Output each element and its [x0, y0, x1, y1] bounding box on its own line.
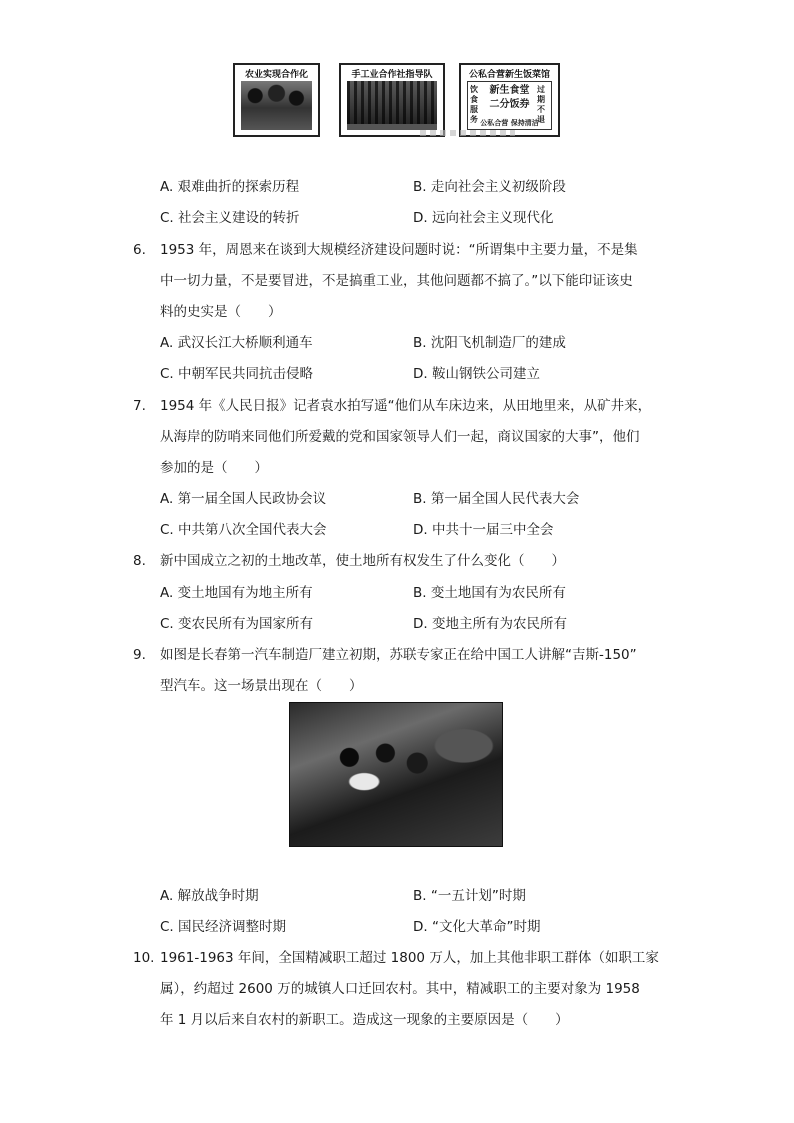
ticket-center-bottom: 二分饭券	[489, 99, 530, 110]
q10-stem-line: 年 1 月以后来自农村的新职工。造成这一现象的主要原因是（ ）	[160, 1012, 569, 1028]
q6-stem-line: 中一切力量，不是要冒进，不是搞重工业，其他问题都不搞了。”以下能印证该史	[160, 273, 633, 289]
q6-option-c[interactable]: C. 中朝军民共同抗击侵略	[160, 366, 314, 382]
q9-stem-line: 型汽车。这一场景出现在（ ）	[160, 678, 363, 694]
q6-option-b[interactable]: B. 沈阳飞机制造厂的建成	[413, 335, 566, 351]
photo-agriculture-cooperation	[233, 63, 320, 137]
ticket-center-top: 新生食堂	[489, 85, 530, 96]
photo-soviet-expert-factory	[289, 702, 503, 847]
q7-option-b[interactable]: B. 第一届全国人民代表大会	[413, 491, 580, 507]
q5-option-b[interactable]: B. 走向社会主义初级阶段	[413, 179, 566, 195]
ticket-scene	[467, 81, 552, 130]
question-number: 10.	[133, 950, 155, 966]
photo-caption: 手工业合作社指导队	[351, 70, 433, 80]
q6-stem-line: 1953 年，周恩来在谈到大规模经济建设问题时说：“所谓集中主要力量，不是集	[160, 242, 638, 258]
q10-stem-line: 属），约超过 2600 万的城镇人口迁回农村。其中，精减职工的主要对象为 1958	[160, 981, 640, 997]
q7-stem-line: 从海岸的防哨来同他们所爱戴的党和国家领导人们一起，商议国家的大事”，他们	[160, 429, 640, 445]
q5-option-d[interactable]: D. 远向社会主义现代化	[413, 210, 554, 226]
question-number: 7.	[133, 398, 146, 414]
question-number: 8.	[133, 553, 146, 569]
photo-handicraft-cooperative	[339, 63, 445, 137]
q7-option-a[interactable]: A. 第一届全国人民政协会议	[160, 491, 327, 507]
question-number: 9.	[133, 647, 146, 663]
question-number: 6.	[133, 242, 146, 258]
q8-option-a[interactable]: A. 变土地国有为地主所有	[160, 585, 313, 601]
q10-stem-line: 1961-1963 年间，全国精减职工超过 1800 万人，加上其他非职工群体（如职工家	[160, 950, 659, 966]
q7-option-d[interactable]: D. 中共十一届三中全会	[413, 522, 554, 538]
photo-scene	[241, 81, 312, 130]
q9-option-a[interactable]: A. 解放战争时期	[160, 888, 259, 904]
q9-option-d[interactable]: D. “文化大革命”时期	[413, 919, 541, 935]
q6-option-d[interactable]: D. 鞍山钢铁公司建立	[413, 366, 540, 382]
q9-option-c[interactable]: C. 国民经济调整时期	[160, 919, 287, 935]
photo-meal-ticket	[459, 63, 560, 137]
q8-option-b[interactable]: B. 变土地国有为农民所有	[413, 585, 566, 601]
faint-caption-line	[420, 130, 515, 136]
q6-stem-line: 料的史实是（ ）	[160, 304, 282, 320]
ticket-left-text: 饮食服务	[470, 85, 478, 124]
q9-option-b[interactable]: B. “一五计划”时期	[413, 888, 526, 904]
q9-stem-line: 如图是长春第一汽车制造厂建立初期，苏联专家正在给中国工人讲解“吉斯-150”	[160, 647, 637, 663]
q8-stem-line: 新中国成立之初的土地改革，使土地所有权发生了什么变化（ ）	[160, 553, 565, 569]
q8-option-d[interactable]: D. 变地主所有为农民所有	[413, 616, 567, 632]
ticket-center	[484, 84, 535, 112]
top-image-row	[0, 63, 794, 143]
meal-ticket	[468, 82, 551, 129]
ticket-right-text: 过期不退	[537, 85, 545, 124]
photo-caption: 农业实现合作化	[244, 70, 308, 80]
ticket-footer: 公私合营 保持清洁	[480, 119, 539, 127]
q7-stem-line: 1954 年《人民日报》记者袁水拍写遥“他们从车床边来，从田地里来，从矿井来，	[160, 398, 652, 414]
q5-option-a[interactable]: A. 艰难曲折的探索历程	[160, 179, 300, 195]
q6-option-a[interactable]: A. 武汉长江大桥顺利通车	[160, 335, 313, 351]
q5-option-c[interactable]: C. 社会主义建设的转折	[160, 210, 300, 226]
q7-option-c[interactable]: C. 中共第八次全国代表大会	[160, 522, 327, 538]
q8-option-c[interactable]: C. 变农民所有为国家所有	[160, 616, 314, 632]
photo-caption: 公私合营新生饭菜馆	[468, 70, 550, 80]
q7-stem-line: 参加的是（ ）	[160, 460, 268, 476]
photo-scene	[347, 81, 437, 130]
